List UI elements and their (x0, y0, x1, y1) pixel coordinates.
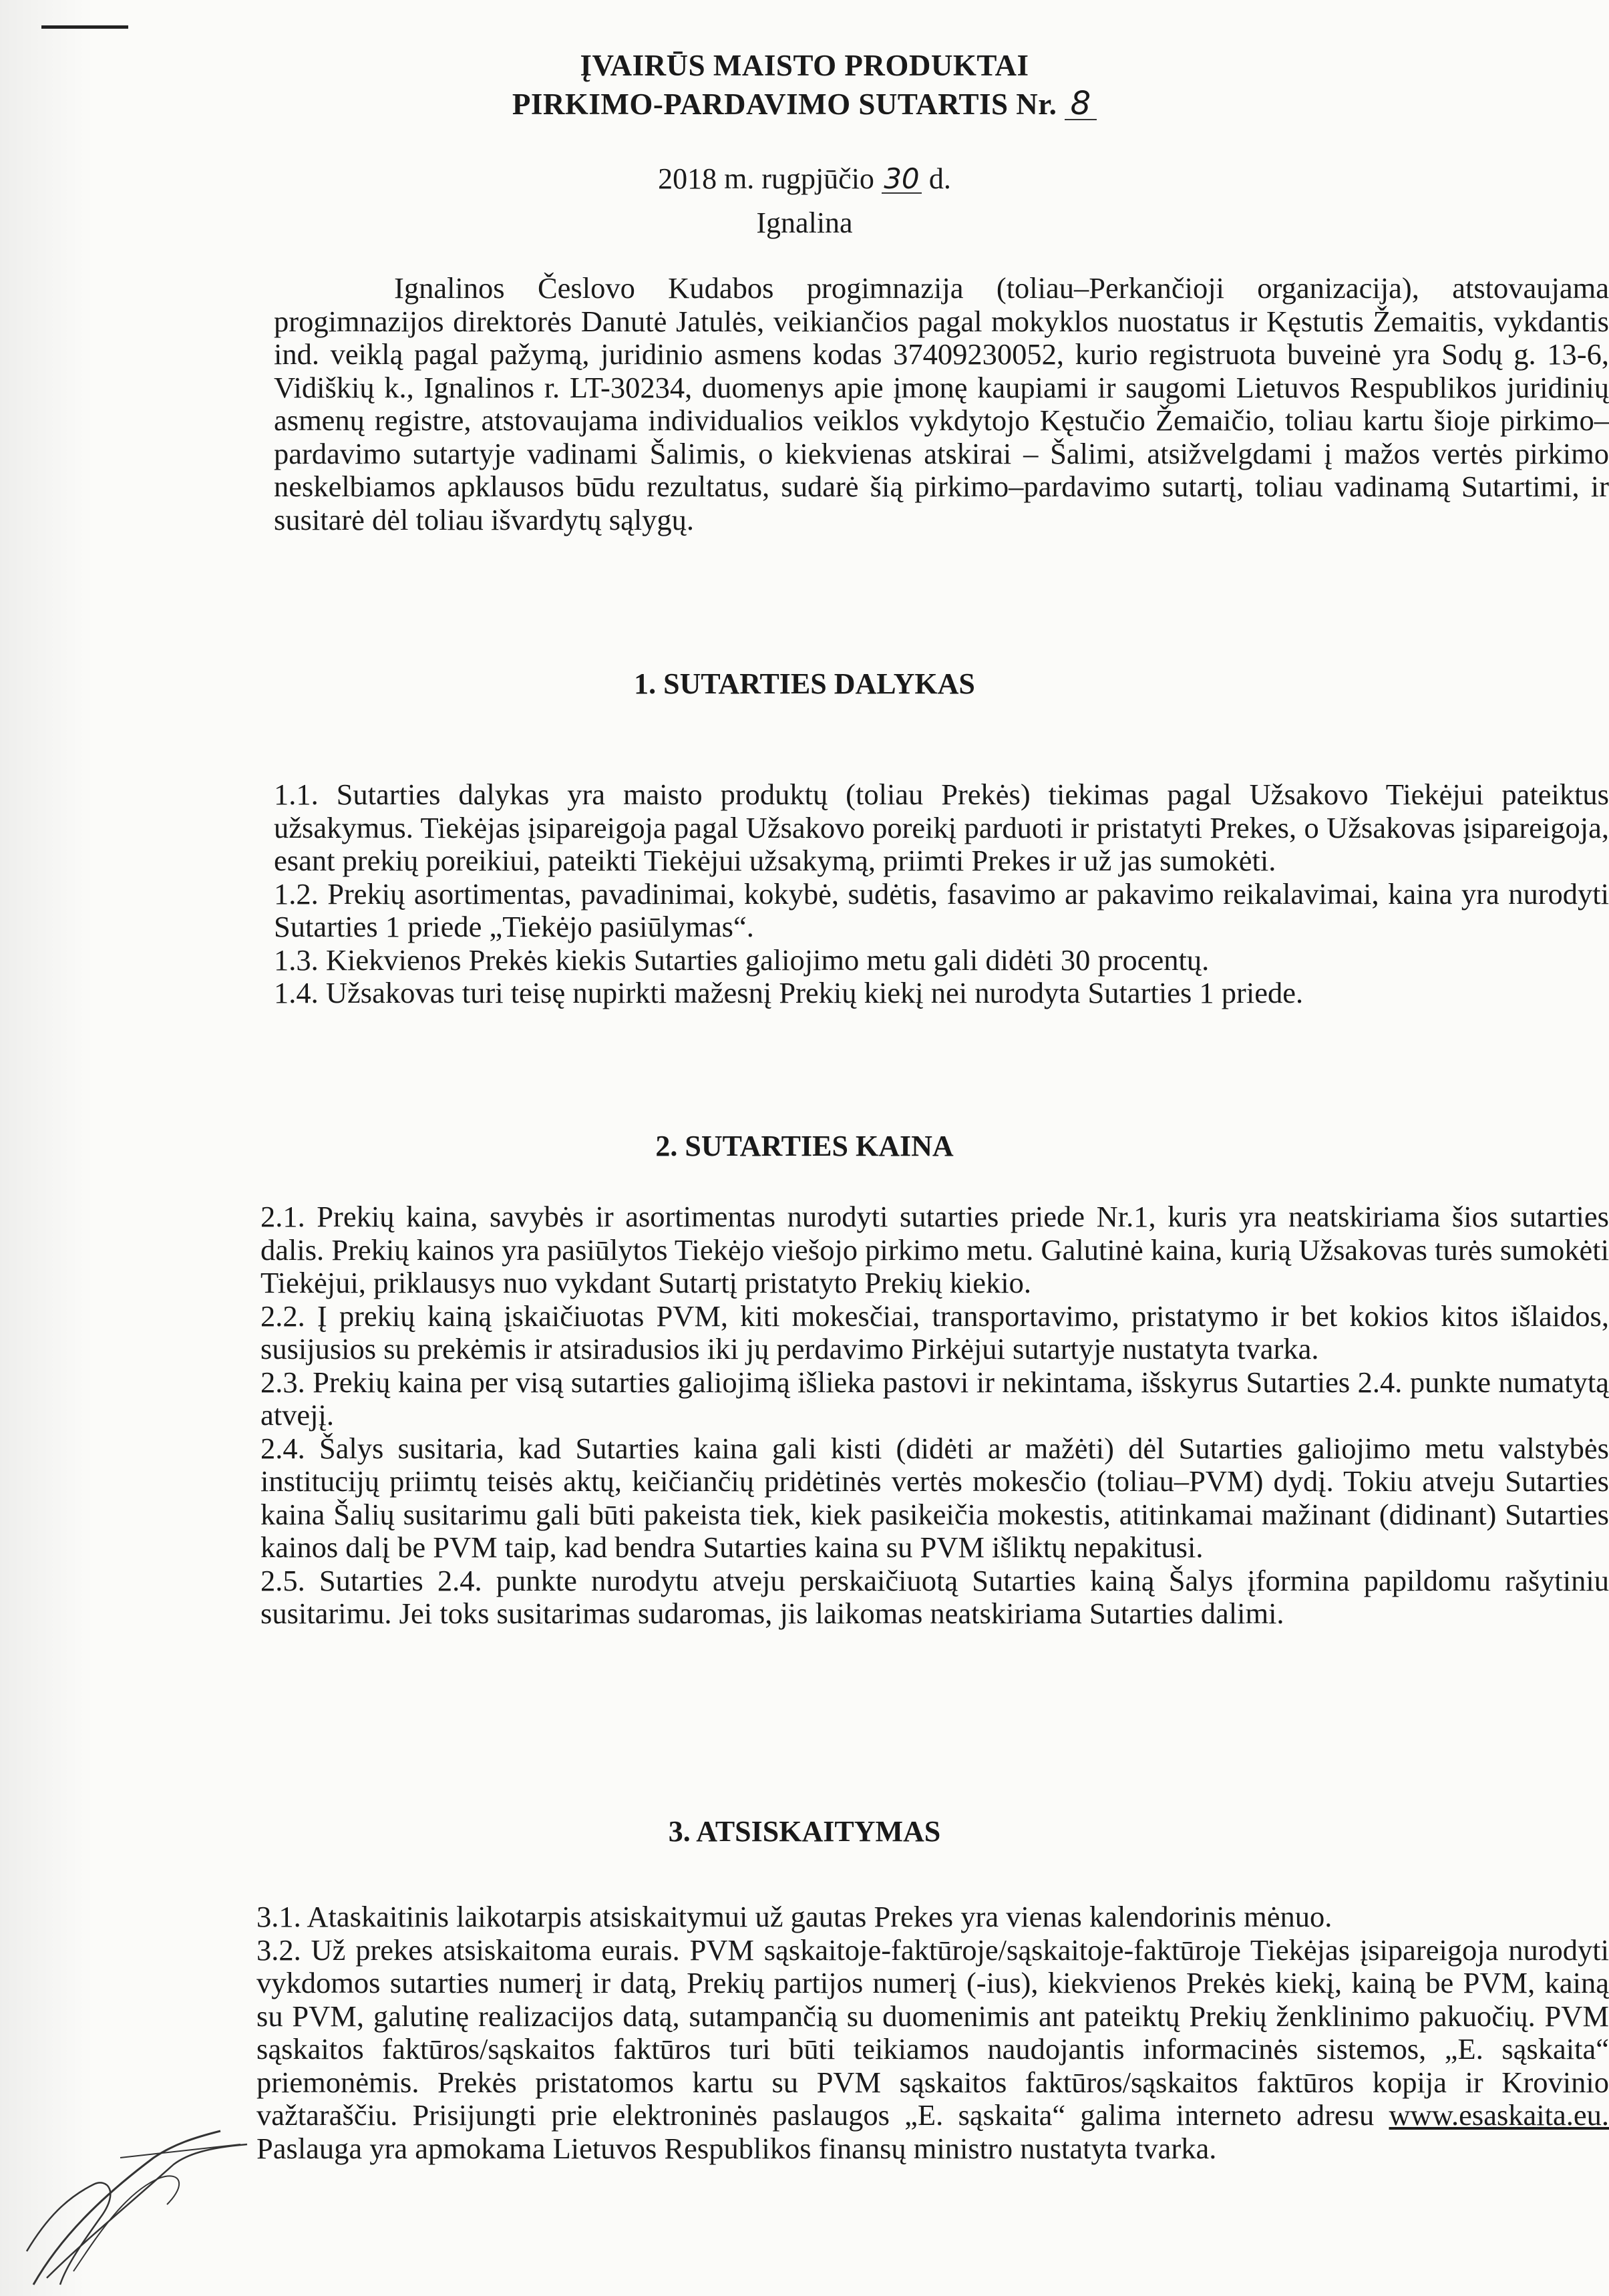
clause-2-2: 2.2. Į prekių kainą įskaičiuotas PVM, kiti mokesčiai, transportavimo, pristatymo ir bet kokios kitos išlaidos, susijusios su prekėmis ir atsiradusios iki jų perdavimo Pirkėjui sutartyje nustatyta tvarka. (260, 1299, 1609, 1365)
section-heading-1: 1. SUTARTIES DALYKAS (634, 667, 975, 700)
document-title-line2 (0, 87, 1609, 122)
section-2-body (260, 1200, 1609, 1631)
document-title-line1: ĮVAIRŪS MAISTO PRODUKTAI (580, 49, 1029, 82)
clause-3-2 (256, 1934, 1609, 2166)
esaskaita-link[interactable]: www.esaskaita.eu. (1389, 2098, 1609, 2132)
date-suffix: d. (928, 162, 951, 195)
handwritten-contract-number: 8 (1065, 88, 1097, 120)
section-heading-3: 3. ATSISKAITYMAS (668, 1815, 941, 1848)
clause-1-2: 1.2. Prekių asortimentas, pavadinimai, kokybė, sudėtis, fasavimo ar pakavimo reikalavimai, kaina yra nurodyti Sutarties 1 priede „Tiekėjo pasiūlymas“. (274, 876, 1609, 943)
section-heading-2: 2. SUTARTIES KAINA (655, 1130, 954, 1162)
contract-place: Ignalina (756, 206, 853, 239)
clause-3-1: 3.1. Ataskaitinis laikotarpis atsiskaitymui už gautas Prekes yra vienas kalendorinis mėnuo. (256, 1900, 1332, 1933)
clause-1-3: 1.3. Kiekvienos Prekės kiekis Sutarties galiojimo metu gali didėti 30 procentų. (274, 943, 1210, 977)
contract-date (0, 162, 1609, 196)
intro-paragraph: Ignalinos Česlovo Kudabos progimnazija (toliau–Perkančioji organizacija), atstovaujama progimnazijos direktorės Danutė Jatulės, veikiančios pagal mokyklos nuostatus ir Kęstutis Žemaitis, vykdantis ind. veiklą pagal pažymą, juridinio asmens kodas 37409230052, kurio registruota buveinė yra Sodų g. 13-6, Vidiškių k., Ignalinos r. LT-30234, duomenys apie įmonę kaupiami ir saugomi Lietuvos Respublikos juridinių asmenų registre, atstovaujama individualios veiklos vykdytojo Kęstučio Žemaičio, toliau kartu šioje pirkimo–pardavimo sutartyje vadinami Šalimis, o kiekvienas atskirai – Šalimi, atsižvelgdami į mažos vertės pirkimo neskelbiamos apklausos būdu rezultatus, sudarė šią pirkimo–pardavimo sutartį, toliau vadinamą Sutartimi, ir susitarė dėl toliau išvardytų sąlygų. (274, 271, 1609, 536)
scan-mark (41, 25, 128, 29)
handwritten-date-day: 30 (882, 166, 922, 194)
clause-2-1: 2.1. Prekių kaina, savybės ir asortimentas nurodyti sutarties priede Nr.1, kuris yra neatskiriama šios sutarties dalis. Prekių kainos yra pasiūlytos Tiekėjo viešojo pirkimo metu. Galutinė kaina, kurią Užsakovas turės sumokėti Tiekėjui, priklausys nuo vykdant Sutartį pristatyto Prekių kiekio. (260, 1200, 1609, 1299)
title-prefix: PIRKIMO-PARDAVIMO SUTARTIS Nr. (512, 88, 1057, 121)
section-1-body (274, 778, 1609, 1010)
clause-2-3: 2.3. Prekių kaina per visą sutarties galiojimą išlieka pastovi ir nekintama, išskyrus Sutarties 2.4. punkte numatytą atvejį. (260, 1365, 1609, 1432)
clause-3-2-text: 3.2. Už prekes atsiskaitoma eurais. PVM sąskaitoje-faktūroje/sąskaitoje-faktūroje Tiekėjas įsipareigoja nurodyti vykdomos sutarties numerį ir datą, Prekių partijos numerį (-ius), kiekvienos Prekės kiekį, kainą be PVM, kainą su PVM, galutinę realizacijos datą, sutampančią su duomenimis ant pateiktų Prekių ženklinimo pakuočių. PVM sąskaitos faktūros/sąskaitos faktūros turi būti teikiamos naudojantis informacinės sistemos, „E. sąskaita“ priemonėmis. Prekės pristatomos kartu su PVM sąskaitos faktūros/sąskaitos faktūros kopija ir Krovinio važtaraščiu. Prisijungti prie elektroninės paslaugos „E. sąskaita“ galima interneto adresu (256, 1933, 1609, 2132)
date-prefix: 2018 m. rugpjūčio (658, 162, 874, 195)
clause-3-2-tail: Paslauga yra apmokama Lietuvos Respublikos finansų ministro nustatyta tvarka. (256, 2131, 1217, 2165)
section-3-body (256, 1901, 1609, 2165)
clause-2-5: 2.5. Sutarties 2.4. punkte nurodytu atveju perskaičiuotą Sutarties kainą Šalys įformina papildomu rašytiniu susitarimu. Jei toks susitarimas sudaromas, jis laikomas neatskiriama Sutarties dalimi. (260, 1563, 1609, 1630)
handwritten-signature (20, 2118, 260, 2291)
clause-2-4: 2.4. Šalys susitaria, kad Sutarties kaina gali kisti (didėti ar mažėti) dėl Sutarties galiojimo metu valstybės institucijų priimtų teisės aktų, keičiančių pridėtinės vertės mokesčio (toliau–PVM) dydį. Tokiu atveju Sutarties kaina Šalių susitarimu gali būti pakeista tiek, kiek pasikeičia mokestis, atitinkamai mažinant (didinant) Sutarties kainos dalį be PVM taip, kad bendra Sutarties kaina su PVM išliktų nepakitusi. (260, 1431, 1609, 1564)
clause-1-1: 1.1. Sutarties dalykas yra maisto produktų (toliau Prekės) tiekimas pagal Užsakovo Tiekėjui pateiktus užsakymus. Tiekėjas įsipareigoja pagal Užsakovo poreikį parduoti ir pristatyti Prekes, o Užsakovas įsipareigoja, esant prekių poreikiui, pateikti Tiekėjui užsakymą, priimti Prekes ir už jas sumokėti. (274, 778, 1609, 877)
clause-1-4: 1.4. Užsakovas turi teisę nupirkti mažesnį Prekių kiekį nei nurodyta Sutarties 1 priede. (274, 976, 1304, 1009)
